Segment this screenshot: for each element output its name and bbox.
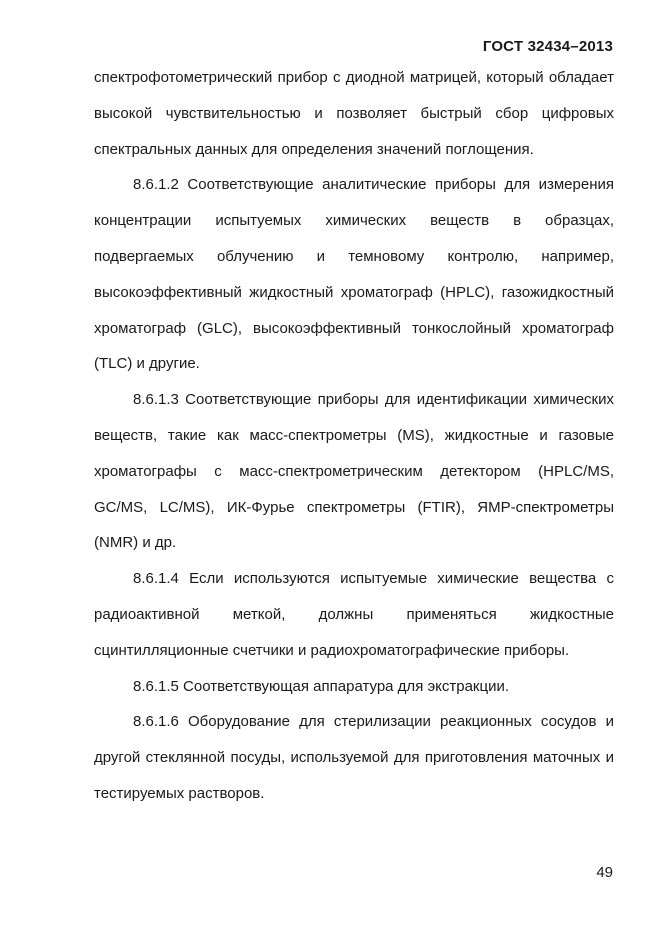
paragraph-8-6-1-2: 8.6.1.2 Соответствующие аналитические приборы для измерения концентрации испытуемых химических веществ в образцах, подвергаемых облучению и темновому контролю, например, высокоэффективный жидкостный хроматограф (HPLC), газожидкостный хроматограф (GLC), высокоэффективный тонкослойный хроматограф (TLC) и другие. (94, 176, 614, 373)
document-code-header: ГОСТ 32434–2013 (482, 38, 613, 55)
paragraph-8-6-1-5: 8.6.1.5 Соответствующая аппаратура для экстракции. (133, 677, 509, 695)
paragraph-continuation: спектрофотометрический прибор с диодной матрицей, который обладает высокой чувствительностью и позволяет быстрый сбор цифровых спектральных данных для определения значений поглощения. (94, 69, 614, 158)
paragraph-8-6-1-6: 8.6.1.6 Оборудование для стерилизации реакционных сосудов и другой стеклянной посуды, используемой для приготовления маточных и тестируемых растворов. (94, 713, 614, 802)
document-body (94, 60, 614, 812)
paragraph-8-6-1-4: 8.6.1.4 Если используются испытуемые химические вещества с радиоактивной меткой, должны применяться жидкостные сцинтилляционные счетчики и радиохроматографические приборы. (94, 570, 614, 659)
page-number: 49 (596, 864, 613, 881)
paragraph-8-6-1-3: 8.6.1.3 Соответствующие приборы для идентификации химических веществ, такие как масс-спектрометры (MS), жидкостные и газовые хроматографы с масс-спектрометрическим детектором (HPLC/MS, GC/MS, LC/MS), ИК-Фурье спектрометры (FTIR), ЯМР-спектрометры (NMR) и др. (94, 391, 614, 552)
